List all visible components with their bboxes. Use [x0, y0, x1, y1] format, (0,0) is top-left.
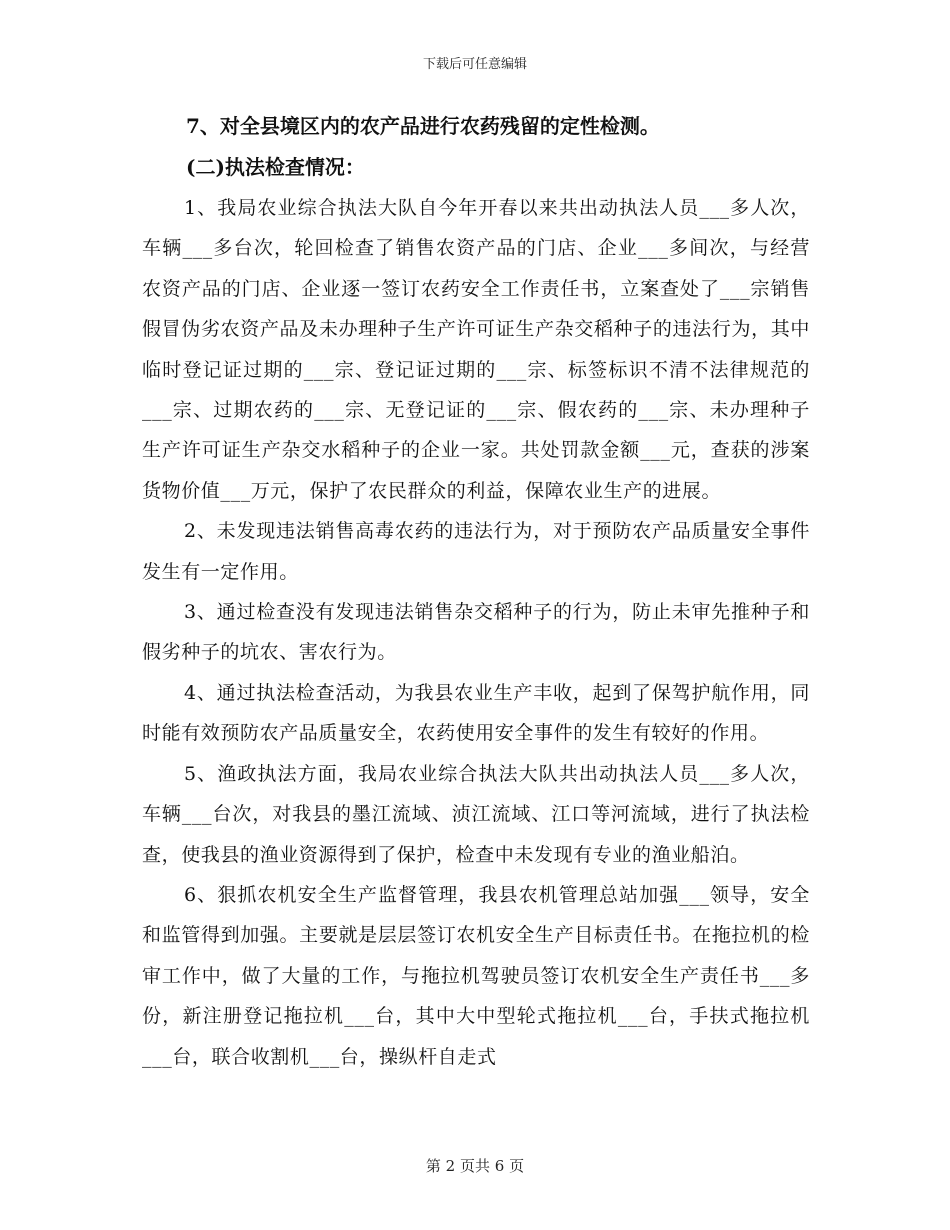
item-7-heading: 7、对全县境区内的农产品进行农药残留的定性检测。	[186, 114, 660, 138]
paragraph-1: 1、我局农业综合执法大队自今年开春以来共出动执法人员___多人次，车辆___多台次，轮回检查了销售农资产品的门店、企业___多间次，与经营农资产品的门店、企业逐一签订农药安全工作责任书，立案查处了___宗销售假冒伪劣农资产品及未办理种子生产许可证生产杂交稻种子的违法行为，其中临时登记证过期的___宗、登记证过期的___宗、标签标识不清不法律规范的___宗、过期农药的___宗、无登记证的___宗、假农药的___宗、未办理种子生产许可证生产杂交水稻种子的企业一家。共处罚款金额___元，查获的涉案货物价值___万元，保护了农民群众的利益，保障农业生产的进展。	[142, 197, 810, 502]
paragraph-2: 2、未发现违法销售高毒农药的违法行为，对于预防农产品质量安全事件发生有一定作用。	[142, 520, 810, 583]
document-body	[142, 106, 810, 1077]
paragraph-3: 3、通过检查没有发现违法销售杂交稻种子的行为，防止未审先推种子和假劣种子的坑农、害农行为。	[142, 601, 810, 664]
page-header: 下载后可任意编辑	[422, 57, 527, 72]
paragraph-6: 6、狠抓农机安全生产监督管理，我县农机管理总站加强___领导，安全和监管得到加强。主要就是层层签订农机安全生产目标责任书。在拖拉机的检审工作中，做了大量的工作，与拖拉机驾驶员签订农机安全生产责任书___多份，新注册登记拖拉机___台，其中大中型轮式拖拉机___台，手扶式拖拉机___台，联合收割机___台，操纵杆自走式	[142, 883, 810, 1068]
page-footer: 第 2 页共 6 页	[425, 1157, 525, 1175]
paragraph-4: 4、通过执法检查活动，为我县农业生产丰收，起到了保驾护航作用，同时能有效预防农产品质量安全，农药使用安全事件的发生有较好的作用。	[142, 681, 810, 745]
paragraph-5: 5、渔政执法方面，我局农业综合执法大队共出动执法人员___多人次，车辆___台次，对我县的墨江流域、浈江流域、江口等河流域，进行了执法检查，使我县的渔业资源得到了保护，检查中未发现有专业的渔业船泊。	[142, 762, 810, 866]
section-title: (二)执法检查情况：	[186, 155, 365, 179]
